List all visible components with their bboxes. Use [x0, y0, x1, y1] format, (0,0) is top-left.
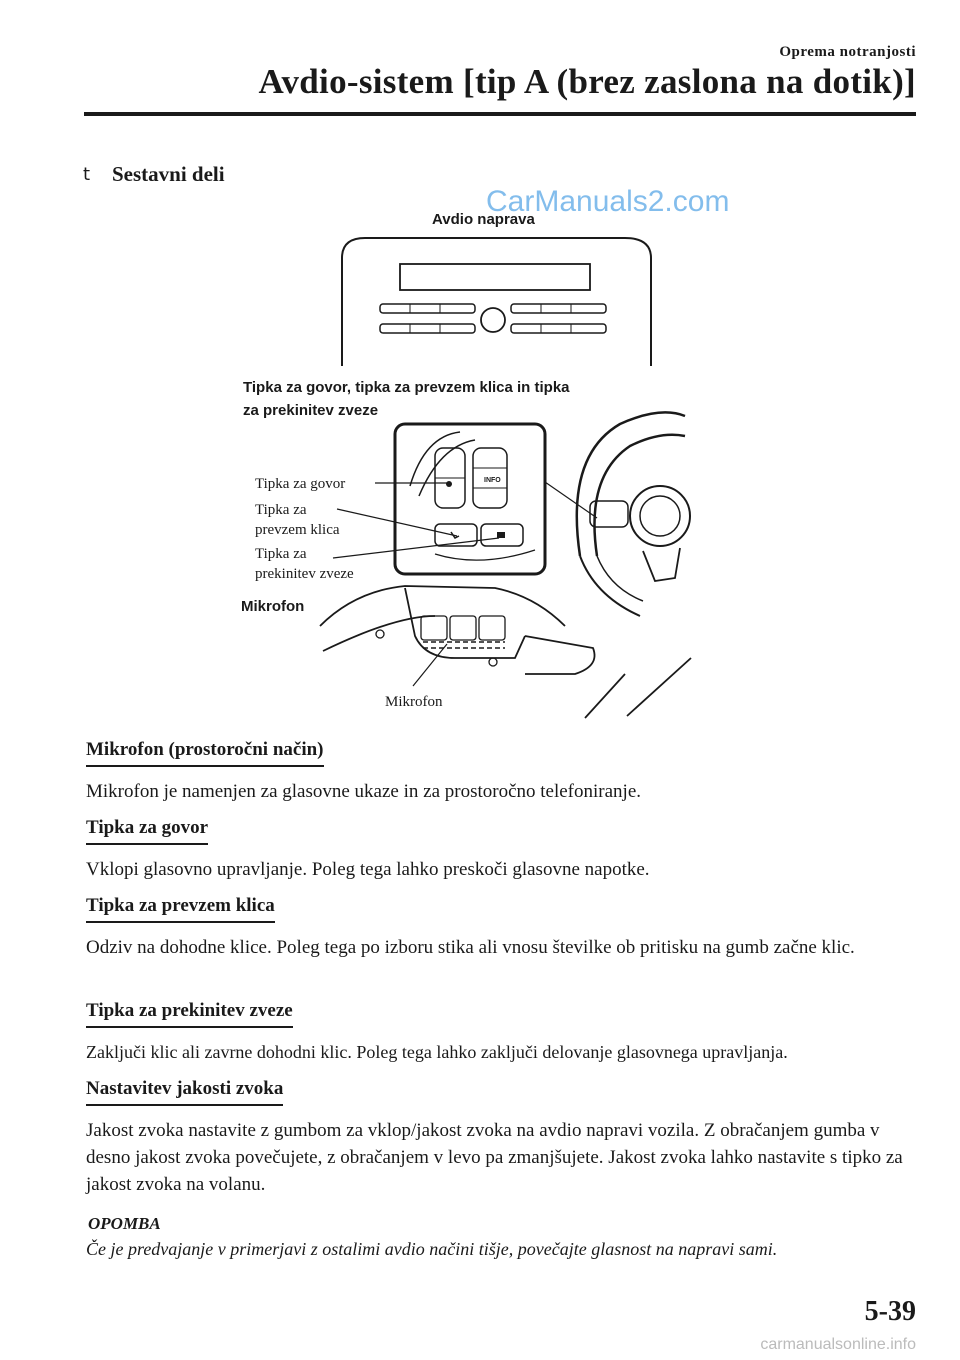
talk-button-icon — [446, 481, 452, 487]
components-figure — [235, 196, 695, 721]
text-talk-button: Vklopi glasovno upravljanje. Poleg tega lahko preskoči glasovne napotke. — [86, 859, 650, 880]
callout-pickup-line1: Tipka za — [255, 502, 307, 518]
text-volume: Jakost zvoka nastavite z gumbom za vklop/jakost zvoka na avdio napravi vozila. Z obračanjem gumba v desno jakost zvoka povečujete, z obračanjem v levo pa zmanjšujete. Jakost zvoka lahko nastavite s tipko za jakost zvoka na volanu. — [86, 1120, 903, 1195]
section-label: Oprema notranjosti — [779, 44, 916, 60]
label-buttons-line1: Tipka za govor, tipka za prevzem klica in tipka — [243, 379, 570, 396]
term-microphone: Mikrofon (prostoročni način) — [86, 739, 324, 767]
term-hangup-button: Tipka za prekinitev zveze — [86, 1000, 293, 1028]
info-button-label: INFO — [484, 477, 501, 484]
text-microphone: Mikrofon je namenjen za glasovne ukaze in za prostoročno telefoniranje. — [86, 781, 642, 802]
term-volume: Nastavitev jakosti zvoka — [86, 1078, 283, 1106]
header-rule — [84, 112, 916, 116]
text-hangup-button: Zaključi klic ali zavrne dohodni klic. Poleg tega lahko zaključi delovanje glasovnega upravljanja. — [86, 1042, 788, 1062]
overhead-console-illustration — [320, 586, 691, 718]
audio-unit-illustration — [342, 238, 651, 366]
label-audio-unit: Avdio naprava — [432, 211, 535, 228]
label-microphone: Mikrofon — [241, 598, 305, 615]
callout-hangup-line1: Tipka za — [255, 546, 307, 562]
label-buttons-line2: za prekinitev zveze — [243, 402, 379, 419]
term-talk-button: Tipka za govor — [86, 817, 208, 845]
page-number: 5-39 — [864, 1296, 916, 1327]
term-pickup-button: Tipka za prevzem klica — [86, 895, 275, 923]
callout-talk-button: Tipka za govor — [255, 476, 346, 492]
steering-switch-inset — [395, 424, 545, 574]
footer-watermark: carmanualsonline.info — [760, 1336, 916, 1353]
chapter-title: Avdio-sistem [tip A (brez zaslona na dotik)] — [258, 62, 916, 101]
section-marker-icon: t — [83, 164, 91, 185]
callout-microphone: Mikrofon — [385, 694, 443, 710]
note-label: OPOMBA — [88, 1214, 161, 1233]
steering-wheel-illustration — [577, 412, 690, 616]
text-pickup-button: Odziv na dohodne klice. Poleg tega po izboru stika ali vnosu številke ob pritisku na gumb začne klic. — [86, 937, 855, 958]
callout-pickup-line2: prevzem klica — [255, 522, 340, 538]
watermark: CarManuals2.com — [486, 185, 730, 218]
callout-hangup-line2: prekinitev zveze — [255, 566, 354, 582]
section-heading: Sestavni deli — [112, 162, 225, 186]
hangup-button-icon — [497, 532, 505, 538]
note-text: Če je predvajanje v primerjavi z ostalimi avdio načini tišje, povečajte glasnost na napravi sami. — [86, 1239, 778, 1259]
